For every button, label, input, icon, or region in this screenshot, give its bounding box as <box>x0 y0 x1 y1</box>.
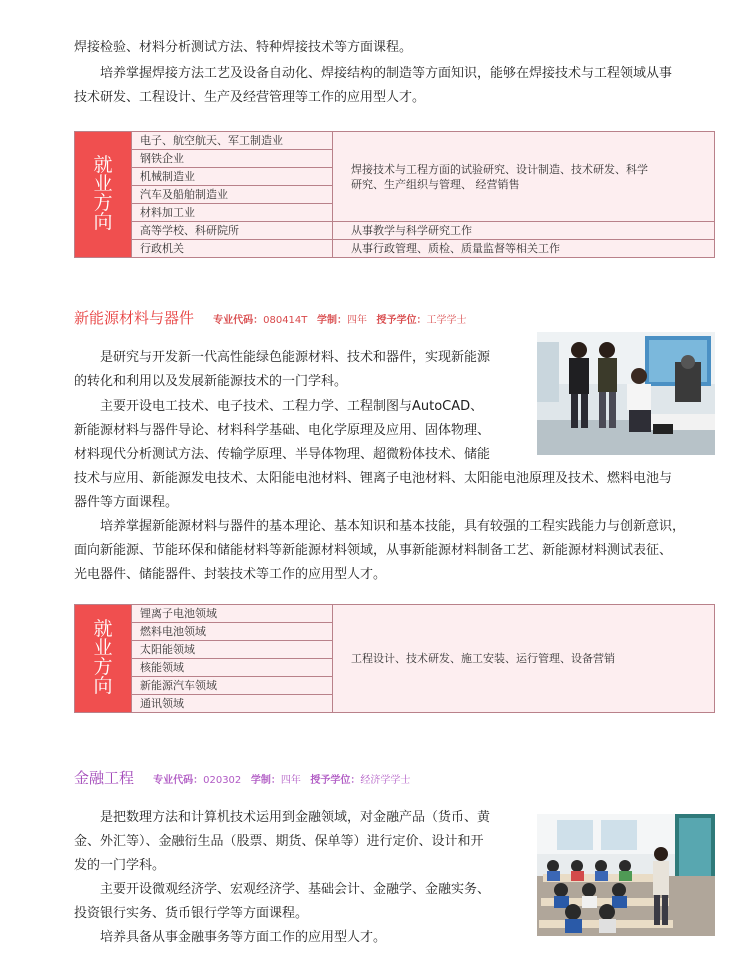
new-energy-training-line2: 面向新能源、节能环保和储能材料等新能源材料领域，从事新能源材料制备工艺、新能源材料测试表征、 <box>74 543 673 558</box>
industry-cell: 材料加工业 <box>132 204 333 222</box>
new-energy-course-line5: 器件等方面课程。 <box>74 495 179 510</box>
industry-cell: 燃料电池领域 <box>132 623 333 641</box>
industry-cell: 新能源汽车领域 <box>132 677 333 695</box>
welding-course-tail: 焊接检验、材料分析测试方法、特种焊接技术等方面课程。 <box>74 40 413 55</box>
new-energy-employment-table <box>74 604 715 713</box>
classroom-photo <box>537 814 715 936</box>
finance-course-line2: 投资银行实务、货币银行学等方面课程。 <box>74 906 309 921</box>
industry-cell: 钢铁企业 <box>132 150 333 168</box>
new-energy-training-line3: 光电器件、储能器件、封装技术等工作的应用型人才。 <box>74 567 387 582</box>
duty-cell <box>333 132 715 222</box>
finance-training-line1: 培养具备从事金融事务等方面工作的应用型人才。 <box>100 930 387 945</box>
duty-line: 研究、生产组织与管理、 经营销售 <box>351 177 520 191</box>
employment-label-cell <box>75 132 132 258</box>
welding-employment-table <box>74 131 715 258</box>
industry-cell: 行政机关 <box>132 240 333 258</box>
industry-cell: 通讯领域 <box>132 695 333 713</box>
finance-heading <box>74 767 410 788</box>
new-energy-course-line2: 新能源材料与器件导论、材料科学基础、电化学原理及应用、固体物理、 <box>74 423 491 438</box>
finance-desc-line3: 发的一门学科。 <box>74 858 166 873</box>
new-energy-desc-line2: 的转化和利用以及发展新能源技术的一门学科。 <box>74 374 348 389</box>
employment-label: 就业方向 <box>93 618 113 697</box>
industry-cell: 电子、航空航天、军工制造业 <box>132 132 333 150</box>
classroom-photo-illustration <box>537 814 715 936</box>
welding-training-line1: 培养掌握焊接方法工艺及设备自动化、焊接结构的制造等方面知识，能够在焊接技术与工程领域从事 <box>100 66 673 81</box>
new-energy-heading <box>74 307 467 328</box>
industry-cell: 汽车及船舶制造业 <box>132 186 333 204</box>
new-energy-desc-line1: 是研究与开发新一代高性能绿色能源材料、技术和器件，实现新能源 <box>100 350 491 365</box>
major-meta: 专业代码：020302 学制：四年 授予学位：经济学学士 <box>153 775 411 786</box>
new-energy-course-line4: 技术与应用、新能源发电技术、太阳能电池材料、锂离子电池材料、太阳能电池原理及技术、燃料电池与 <box>74 471 673 486</box>
employment-label-cell <box>75 605 132 713</box>
major-meta: 专业代码：080414T 学制：四年 授予学位：工学学士 <box>213 315 467 326</box>
finance-desc-line1: 是把数理方法和计算机技术运用到金融领域，对金融产品（货币、黄 <box>100 810 491 825</box>
industry-cell: 核能领域 <box>132 659 333 677</box>
industry-cell: 锂离子电池领域 <box>132 605 333 623</box>
welding-training-line2: 技术研发、工程设计、生产及经营管理等工作的应用型人才。 <box>74 90 426 105</box>
duty-cell: 工程设计、技术研发、施工安装、运行管理、设备营销 <box>333 605 715 713</box>
industry-cell: 高等学校、科研院所 <box>132 222 333 240</box>
employment-label: 就业方向 <box>93 154 113 233</box>
major-title: 金融工程 <box>74 769 135 787</box>
industry-cell: 机械制造业 <box>132 168 333 186</box>
new-energy-course-line1: 主要开设电工技术、电子技术、工程力学、工程制图与AutoCAD、 <box>100 399 484 414</box>
finance-desc-line2: 金、外汇等）、金融衍生品（股票、期货、保单等）进行定价、设计和开 <box>74 834 484 849</box>
new-energy-course-line3: 材料现代分析测试方法、传输学原理、半导体物理、超微粉体技术、储能 <box>74 447 491 462</box>
duty-line: 焊接技术与工程方面的试验研究、设计制造、技术研发、科学 <box>351 162 648 176</box>
lab-photo <box>537 332 715 455</box>
lab-photo-illustration <box>537 332 715 455</box>
major-title: 新能源材料与器件 <box>74 309 195 327</box>
duty-cell: 从事行政管理、质检、质量监督等相关工作 <box>333 240 715 258</box>
finance-course-line1: 主要开设微观经济学、宏观经济学、基础会计、金融学、金融实务、 <box>100 882 491 897</box>
new-energy-training-line1: 培养掌握新能源材料与器件的基本理论、基本知识和基本技能，具有较强的工程实践能力与创新意识， <box>100 519 686 534</box>
industry-cell: 太阳能领域 <box>132 641 333 659</box>
duty-cell: 从事教学与科学研究工作 <box>333 222 715 240</box>
